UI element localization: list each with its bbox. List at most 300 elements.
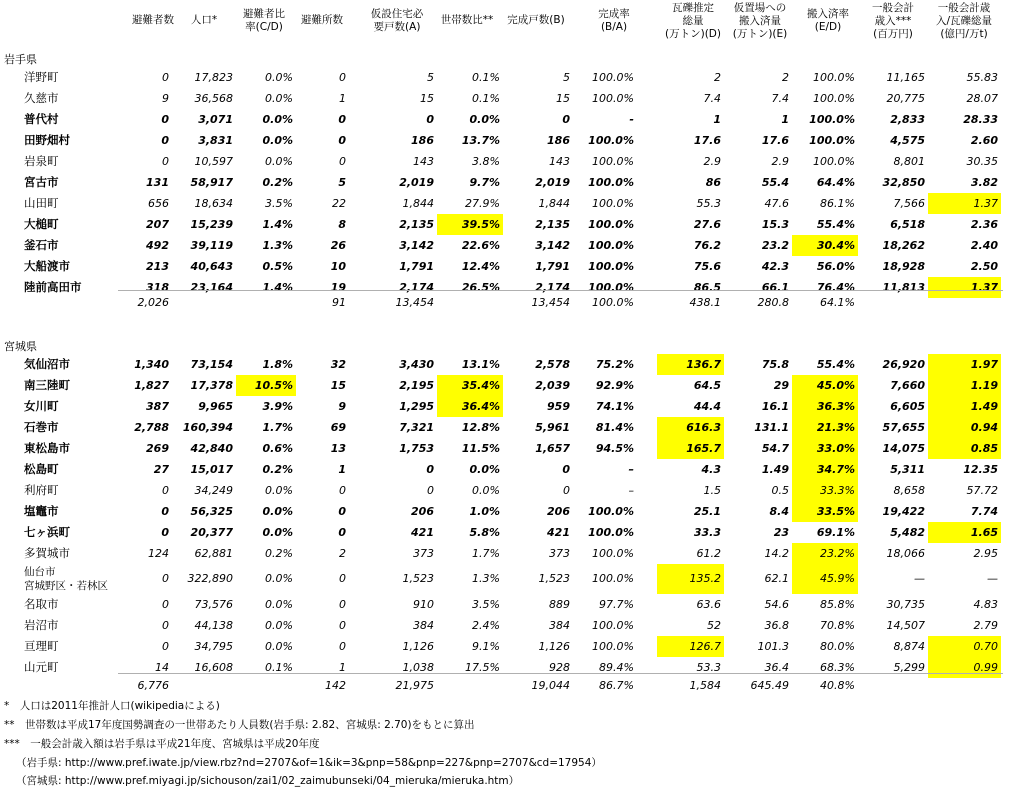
table-cell: 0.0% xyxy=(265,619,293,632)
table-cell: 20,775 xyxy=(886,92,925,105)
table-cell: 160,394 xyxy=(182,421,233,434)
table-cell: 30.4% xyxy=(792,235,858,256)
table-cell: 7,321 xyxy=(399,421,434,434)
table-cell: 100.0% xyxy=(592,572,634,585)
total-cell: 438.1 xyxy=(689,296,721,309)
table-cell: 1.3% xyxy=(472,572,500,585)
table-cell: 26 xyxy=(330,239,346,252)
table-cell: 26,920 xyxy=(882,358,925,371)
table-cell: 54.6 xyxy=(764,598,789,611)
table-cell: 26.5% xyxy=(461,281,500,294)
table-cell: 44,138 xyxy=(194,619,233,632)
table-cell: 21.3% xyxy=(792,417,858,438)
municipality-name: 塩竈市 xyxy=(24,504,59,518)
municipality-name: 大船渡市 xyxy=(24,259,70,273)
table-cell: 8,801 xyxy=(893,155,925,168)
table-cell: 100.0% xyxy=(592,71,634,84)
table-cell: 126.7 xyxy=(657,636,724,657)
table-cell: 1.49 xyxy=(928,396,1001,417)
table-cell: 0 xyxy=(339,640,346,653)
table-cell: 100.0% xyxy=(588,526,634,539)
table-cell: 0 xyxy=(339,155,346,168)
column-header: 世帯数比** xyxy=(440,14,494,26)
table-cell: 2,135 xyxy=(535,218,570,231)
table-cell: 0 xyxy=(162,598,169,611)
table-cell: 13.7% xyxy=(461,134,500,147)
total-cell: 1,584 xyxy=(689,679,721,692)
table-cell: 17.5% xyxy=(465,661,500,674)
municipality-name: 田野畑村 xyxy=(24,133,70,147)
table-cell: 0.6% xyxy=(262,442,293,455)
table-cell: 2,039 xyxy=(535,379,570,392)
column-header: 完成率 (B/A) xyxy=(598,8,630,33)
table-cell: 1,295 xyxy=(399,400,434,413)
table-cell: 10.5% xyxy=(236,375,296,396)
footnote: ** 世帯数は平成17年度国勢調査の一世帯あたり人員数(岩手県: 2.82、宮城県: 2.70)をもとに算出 xyxy=(4,719,475,731)
table-cell: 186 xyxy=(411,134,434,147)
table-cell: 1 xyxy=(781,113,789,126)
table-cell: 34.7% xyxy=(792,459,858,480)
table-cell: 384 xyxy=(413,619,434,632)
table-cell: 213 xyxy=(146,260,169,273)
table-cell: 7,566 xyxy=(893,197,925,210)
table-cell: 387 xyxy=(146,400,169,413)
table-cell: 58,917 xyxy=(190,176,233,189)
table-cell: 70.8% xyxy=(820,619,855,632)
table-cell: 32,850 xyxy=(882,176,925,189)
table-cell: 0 xyxy=(339,572,346,585)
table-cell: 100.0% xyxy=(592,92,634,105)
table-cell: 23.2% xyxy=(792,543,858,564)
table-cell: 73,154 xyxy=(190,358,233,371)
table-cell: 17.6 xyxy=(761,134,789,147)
total-cell: 6,776 xyxy=(137,679,169,692)
table-cell: 2,788 xyxy=(134,421,169,434)
table-cell: 15 xyxy=(330,379,346,392)
table-cell: 62.1 xyxy=(764,572,789,585)
table-cell: 86 xyxy=(705,176,721,189)
table-cell: 0 xyxy=(562,463,570,476)
table-cell: 373 xyxy=(413,547,434,560)
table-cell: 1.0% xyxy=(469,505,500,518)
table-cell: 0 xyxy=(162,619,169,632)
table-cell: 36.4% xyxy=(437,396,503,417)
table-cell: 10,597 xyxy=(194,155,233,168)
table-cell: 100.0% xyxy=(592,155,634,168)
table-cell: 89.4% xyxy=(599,661,634,674)
table-cell: 15 xyxy=(556,92,570,105)
table-cell: 0 xyxy=(339,598,346,611)
table-cell: 5,311 xyxy=(890,463,925,476)
table-cell: 1.49 xyxy=(761,463,789,476)
table-cell: 11,813 xyxy=(882,281,925,294)
table-cell: 1 xyxy=(338,463,346,476)
total-cell: 19,044 xyxy=(531,679,570,692)
table-cell: 1.65 xyxy=(928,522,1001,543)
table-cell: 0.2% xyxy=(262,463,293,476)
table-cell: 9,965 xyxy=(198,400,233,413)
table-cell: 62,881 xyxy=(194,547,233,560)
table-cell: 0 xyxy=(339,71,346,84)
table-cell: 34,795 xyxy=(194,640,233,653)
total-cell: 91 xyxy=(332,296,346,309)
table-cell: 1.5 xyxy=(703,484,721,497)
table-cell: – xyxy=(628,463,634,476)
table-cell: 2,578 xyxy=(535,358,570,371)
table-cell: 32 xyxy=(330,358,346,371)
table-cell: 66.1 xyxy=(761,281,789,294)
table-cell: 7,660 xyxy=(890,379,925,392)
table-cell: 100.0% xyxy=(588,239,634,252)
table-cell: 0.1% xyxy=(472,92,500,105)
table-cell: 2 xyxy=(782,71,789,84)
table-cell: 101.3 xyxy=(757,640,789,653)
table-cell: 1,844 xyxy=(538,197,570,210)
table-cell: 0 xyxy=(161,134,169,147)
table-cell: 1.4% xyxy=(262,218,293,231)
municipality-name: 亘理町 xyxy=(24,639,59,653)
municipality-name: 岩沼市 xyxy=(24,618,59,632)
table-cell: 0.99 xyxy=(928,657,1001,678)
table-cell: 1,844 xyxy=(402,197,434,210)
table-cell: 5 xyxy=(338,176,346,189)
table-cell: 2.36 xyxy=(970,218,998,231)
table-cell: 40,643 xyxy=(190,260,233,273)
table-cell: 3,142 xyxy=(535,239,570,252)
table-cell: 100.0% xyxy=(592,619,634,632)
municipality-name: 洋野町 xyxy=(24,70,59,84)
column-header: 一般会計歳 入/瓦礫総量 (億円/万t) xyxy=(935,2,993,40)
total-cell: 13,454 xyxy=(395,296,434,309)
table-cell: 1,523 xyxy=(402,572,434,585)
table-cell: 7.74 xyxy=(970,505,998,518)
table-cell: 4,575 xyxy=(890,134,925,147)
municipality-name: 石巻市 xyxy=(24,420,59,434)
table-cell: 18,634 xyxy=(194,197,233,210)
footnote: * 人口は2011年推計人口(wikipediaによる) xyxy=(4,700,220,712)
total-cell: 13,454 xyxy=(531,296,570,309)
table-cell: 27.9% xyxy=(465,197,500,210)
table-cell: 7.4 xyxy=(771,92,789,105)
municipality-name: 宮古市 xyxy=(24,175,59,189)
table-cell: 0 xyxy=(426,113,434,126)
table-cell: 2.79 xyxy=(973,619,998,632)
table-cell: 9 xyxy=(338,400,346,413)
table-cell: 656 xyxy=(148,197,169,210)
total-separator xyxy=(118,673,1003,674)
table-cell: 14,075 xyxy=(882,442,925,455)
table-cell: 11,165 xyxy=(886,71,925,84)
table-cell: 1.8% xyxy=(262,358,293,371)
table-cell: 7.4 xyxy=(703,92,721,105)
table-cell: 15.3 xyxy=(761,218,789,231)
table-cell: 42.3 xyxy=(761,260,789,273)
table-cell: 0 xyxy=(338,134,346,147)
table-cell: 42,840 xyxy=(190,442,233,455)
table-cell: 3,142 xyxy=(399,239,434,252)
table-cell: 9.1% xyxy=(472,640,500,653)
column-header: 仮設住宅必 要戸数(A) xyxy=(370,8,424,33)
total-cell: 21,975 xyxy=(395,679,434,692)
table-cell: 8,658 xyxy=(893,484,925,497)
table-cell: 63.6 xyxy=(696,598,721,611)
table-cell: 2.40 xyxy=(970,239,998,252)
table-cell: 384 xyxy=(549,619,570,632)
table-cell: 910 xyxy=(413,598,434,611)
table-cell: 14 xyxy=(155,661,169,674)
column-header: 搬入済率 (E/D) xyxy=(807,8,849,33)
table-cell: 421 xyxy=(547,526,570,539)
table-cell: 143 xyxy=(413,155,434,168)
table-cell: 0 xyxy=(162,155,169,168)
table-cell: 45.0% xyxy=(792,375,858,396)
municipality-name: 東松島市 xyxy=(24,441,70,455)
table-cell: 1.7% xyxy=(472,547,500,560)
table-cell: 30.35 xyxy=(966,155,998,168)
municipality-name: 南三陸町 xyxy=(24,378,70,392)
table-cell: 39.5% xyxy=(437,214,503,235)
table-cell: 100.0% xyxy=(592,547,634,560)
table-cell: 97.7% xyxy=(599,598,634,611)
table-cell: 18,066 xyxy=(886,547,925,560)
table-cell: 0.0% xyxy=(265,155,293,168)
table-cell: 373 xyxy=(549,547,570,560)
table-cell: 928 xyxy=(549,661,570,674)
table-cell: 143 xyxy=(549,155,570,168)
table-cell: — xyxy=(914,572,925,585)
table-cell: 5,299 xyxy=(893,661,925,674)
table-cell: 1 xyxy=(339,92,346,105)
table-cell: 2.9 xyxy=(771,155,789,168)
table-cell: 33.5% xyxy=(792,501,858,522)
table-cell: 76.4% xyxy=(816,281,855,294)
table-cell: 2.9 xyxy=(703,155,721,168)
municipality-name: 多賀城市 xyxy=(24,546,70,560)
table-cell: 12.35 xyxy=(963,463,998,476)
table-cell: 100.0% xyxy=(809,134,855,147)
table-cell: 0.0% xyxy=(262,113,293,126)
table-cell: 3.5% xyxy=(472,598,500,611)
table-cell: 15,239 xyxy=(190,218,233,231)
table-cell: 0.0% xyxy=(262,526,293,539)
table-cell: 2,135 xyxy=(399,218,434,231)
table-cell: 23.2 xyxy=(761,239,789,252)
table-cell: 47.6 xyxy=(764,197,789,210)
table-cell: 55.4% xyxy=(816,358,855,371)
table-cell: 36,568 xyxy=(194,92,233,105)
table-cell: 68.3% xyxy=(820,661,855,674)
table-cell: 2,019 xyxy=(535,176,570,189)
table-cell: 1.3% xyxy=(262,239,293,252)
table-cell: 69.1% xyxy=(816,526,855,539)
table-cell: 100.0% xyxy=(813,71,855,84)
table-cell: 15,017 xyxy=(190,463,233,476)
table-cell: 0.2% xyxy=(265,547,293,560)
table-cell: 2 xyxy=(714,71,721,84)
table-cell: 1.7% xyxy=(262,421,293,434)
table-cell: 14.2 xyxy=(764,547,789,560)
table-cell: 0.0% xyxy=(265,484,293,497)
table-cell: 421 xyxy=(411,526,434,539)
table-cell: 55.4 xyxy=(761,176,789,189)
table-cell: 0 xyxy=(161,505,169,518)
municipality-name: 利府町 xyxy=(24,483,59,497)
table-cell: 100.0% xyxy=(588,218,634,231)
table-cell: 165.7 xyxy=(657,438,724,459)
table-cell: 5,482 xyxy=(890,526,925,539)
table-cell: 0.0% xyxy=(469,463,500,476)
table-cell: 36.8 xyxy=(764,619,789,632)
table-cell: 1,791 xyxy=(535,260,570,273)
table-cell: 13 xyxy=(330,442,346,455)
table-cell: 5.8% xyxy=(469,526,500,539)
table-cell: 34,249 xyxy=(194,484,233,497)
table-cell: 3,430 xyxy=(399,358,434,371)
table-cell: 39,119 xyxy=(190,239,233,252)
total-cell: 100.0% xyxy=(592,296,634,309)
column-header: 避難者比 率(C/D) xyxy=(243,8,285,33)
table-cell: 33.3% xyxy=(792,480,858,501)
municipality-name: 女川町 xyxy=(24,399,59,413)
table-cell: 29 xyxy=(773,379,789,392)
table-cell: 16,608 xyxy=(194,661,233,674)
table-cell: 6,518 xyxy=(890,218,925,231)
municipality-name: 大槌町 xyxy=(24,217,59,231)
table-cell: 35.4% xyxy=(437,375,503,396)
table-cell: 1 xyxy=(339,661,346,674)
total-cell: 280.8 xyxy=(757,296,789,309)
table-cell: 36.4 xyxy=(764,661,789,674)
table-cell: 55.4% xyxy=(816,218,855,231)
table-cell: 0.2% xyxy=(262,176,293,189)
table-cell: 2.95 xyxy=(973,547,998,560)
total-cell: 86.7% xyxy=(599,679,634,692)
table-cell: 0.94 xyxy=(928,417,1001,438)
table-cell: 2,833 xyxy=(890,113,925,126)
table-cell: 17.6 xyxy=(693,134,721,147)
table-cell: 135.2 xyxy=(657,564,724,594)
section-title: 宮城県 xyxy=(4,340,37,353)
municipality-name: 松島町 xyxy=(24,462,59,476)
table-cell: 52 xyxy=(707,619,721,632)
table-cell: 0.0% xyxy=(469,113,500,126)
table-cell: 186 xyxy=(547,134,570,147)
table-cell: 2,174 xyxy=(399,281,434,294)
table-cell: 0.0% xyxy=(265,92,293,105)
table-cell: 2.50 xyxy=(970,260,998,273)
table-cell: 206 xyxy=(547,505,570,518)
table-cell: 12.4% xyxy=(461,260,500,273)
table-cell: 15 xyxy=(420,92,434,105)
table-cell: 27.6 xyxy=(693,218,721,231)
total-cell: 142 xyxy=(325,679,346,692)
table-cell: 86.1% xyxy=(820,197,855,210)
table-cell: 56.0% xyxy=(816,260,855,273)
table-cell: 0.0% xyxy=(262,505,293,518)
table-cell: 94.5% xyxy=(595,442,634,455)
column-header: 仮置場への 搬入済量 (万トン)(E) xyxy=(732,2,788,40)
table-cell: 100.0% xyxy=(588,134,634,147)
table-cell: 18,928 xyxy=(882,260,925,273)
table-cell: 0 xyxy=(338,113,346,126)
table-cell: 19 xyxy=(330,281,346,294)
table-cell: 0 xyxy=(562,113,570,126)
table-cell: 889 xyxy=(549,598,570,611)
table-cell: 1,827 xyxy=(134,379,169,392)
table-cell: 1,126 xyxy=(402,640,434,653)
table-cell: 73,576 xyxy=(194,598,233,611)
column-header: 避難者数 xyxy=(132,14,174,26)
municipality-name: 釜石市 xyxy=(24,238,59,252)
table-cell: 57.72 xyxy=(966,484,998,497)
table-cell: 69 xyxy=(330,421,346,434)
table-cell: 9.7% xyxy=(469,176,500,189)
table-cell: 61.2 xyxy=(696,547,721,560)
table-cell: 1.37 xyxy=(928,277,1001,298)
column-header: 避難所数 xyxy=(301,14,343,26)
table-cell: 20,377 xyxy=(190,526,233,539)
table-cell: 131.1 xyxy=(754,421,789,434)
table-cell: 17,378 xyxy=(190,379,233,392)
table-cell: 2,019 xyxy=(399,176,434,189)
table-cell: 269 xyxy=(146,442,169,455)
table-cell: 322,890 xyxy=(187,572,233,585)
table-cell: 959 xyxy=(547,400,570,413)
table-cell: 45.9% xyxy=(792,564,858,594)
total-cell: 64.1% xyxy=(820,296,855,309)
municipality-name: 七ヶ浜町 xyxy=(24,525,70,539)
table-cell: 100.0% xyxy=(588,260,634,273)
table-cell: 100.0% xyxy=(588,176,634,189)
table-cell: 55.3 xyxy=(696,197,721,210)
table-cell: 0.0% xyxy=(265,71,293,84)
table-cell: 0.0% xyxy=(265,598,293,611)
footnote: *** 一般会計歳入額は岩手県は平成21年度、宮城県は平成20年度 xyxy=(4,738,320,750)
table-cell: 1,753 xyxy=(399,442,434,455)
table-cell: 131 xyxy=(146,176,169,189)
table-cell: 100.0% xyxy=(588,281,634,294)
table-cell: 100.0% xyxy=(592,640,634,653)
table-cell: 23,164 xyxy=(190,281,233,294)
table-cell: 8,874 xyxy=(893,640,925,653)
table-cell: 0.5 xyxy=(771,484,789,497)
table-cell: 100.0% xyxy=(588,505,634,518)
table-cell: 33.3 xyxy=(693,526,721,539)
table-cell: 56,325 xyxy=(190,505,233,518)
table-cell: 1,126 xyxy=(538,640,570,653)
table-cell: 0.0% xyxy=(265,640,293,653)
municipality-name: 仙台市 宮城野区・若林区 xyxy=(24,566,108,592)
table-cell: 1,340 xyxy=(134,358,169,371)
table-cell: 86.5 xyxy=(693,281,721,294)
table-cell: 318 xyxy=(146,281,169,294)
table-cell: 14,507 xyxy=(886,619,925,632)
table-cell: 17,823 xyxy=(194,71,233,84)
table-cell: 100.0% xyxy=(809,113,855,126)
table-cell: 5,961 xyxy=(535,421,570,434)
table-cell: 0.70 xyxy=(928,636,1001,657)
municipality-name: 陸前高田市 xyxy=(24,280,82,294)
total-cell: 2,026 xyxy=(137,296,169,309)
table-cell: 75.8 xyxy=(761,358,789,371)
table-cell: 136.7 xyxy=(657,354,724,375)
table-cell: — xyxy=(987,572,998,585)
table-cell: 75.2% xyxy=(595,358,634,371)
municipality-name: 普代村 xyxy=(24,112,59,126)
table-cell: 100.0% xyxy=(813,155,855,168)
table-cell: 1 xyxy=(713,113,721,126)
table-cell: 2.60 xyxy=(970,134,998,147)
